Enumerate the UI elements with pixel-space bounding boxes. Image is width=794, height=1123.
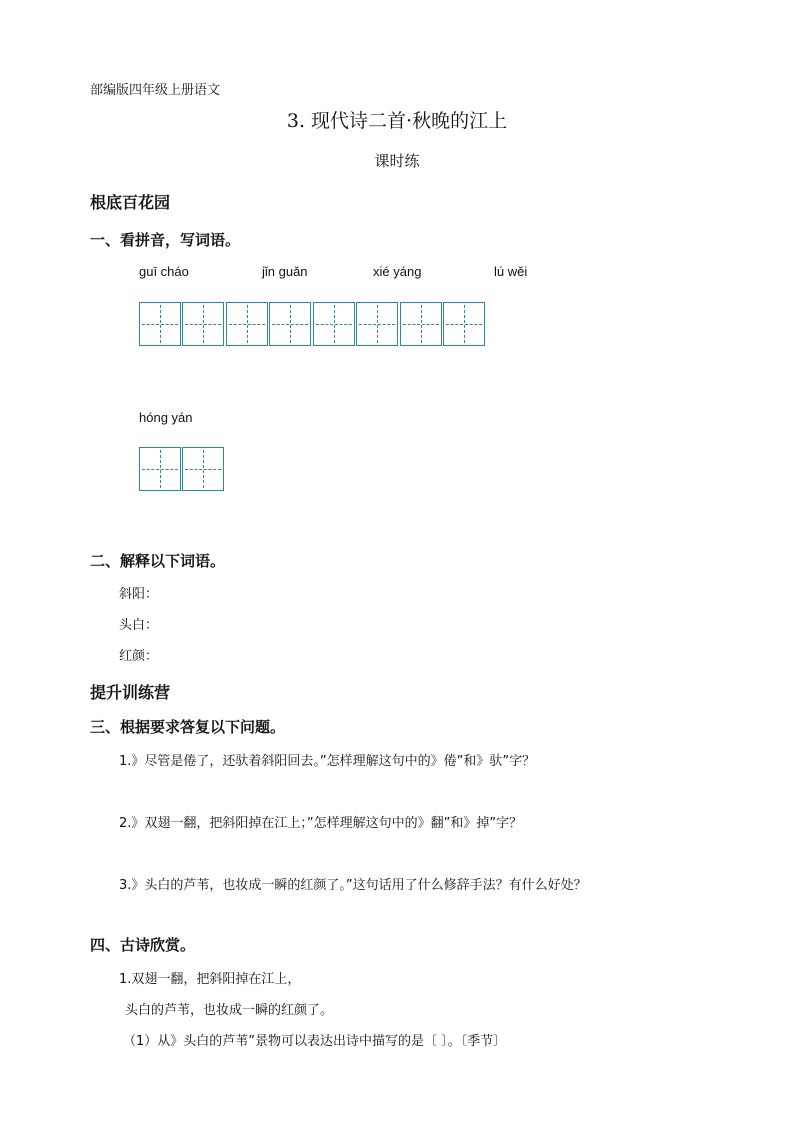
answer-box-3[interactable] bbox=[313, 302, 399, 346]
page-subtitle: 课时练 bbox=[374, 152, 420, 170]
answer-grid-row-2 bbox=[139, 447, 226, 491]
document-header: 部编版四年级上册语文 bbox=[90, 83, 221, 98]
section-heading-basics: 根底百花园 bbox=[90, 193, 171, 212]
char-cell[interactable] bbox=[182, 302, 224, 346]
char-cell[interactable] bbox=[182, 447, 224, 491]
char-cell[interactable] bbox=[139, 302, 181, 346]
char-cell[interactable] bbox=[226, 302, 268, 346]
poem-line-2: 头白的芦苇，也妆成一瞬的红颜了。 bbox=[125, 1003, 334, 1018]
question-4-sub-1: （1）从》头白的芦苇”景物可以表达出诗中描写的是〔 〕。〔季节〕 bbox=[123, 1034, 507, 1049]
char-cell[interactable] bbox=[269, 302, 311, 346]
char-cell[interactable] bbox=[313, 302, 355, 346]
question-3-item-2: 2.》双翅一翻，把斜阳掉在江上；”怎样理解这句中的》翻”和》掉”字？ bbox=[119, 816, 523, 831]
question-1-title: 一、看拼音，写词语。 bbox=[90, 231, 241, 249]
pinyin-2: jǐn guǎn bbox=[262, 264, 308, 279]
answer-box-2[interactable] bbox=[226, 302, 312, 346]
question-2-title: 二、解释以下词语。 bbox=[90, 552, 226, 570]
question-4-title: 四、古诗欣赏。 bbox=[90, 936, 196, 954]
pinyin-1: guī cháo bbox=[139, 264, 189, 279]
poem-line-1: 1.双翅一翻，把斜阳掉在江上， bbox=[119, 972, 301, 987]
answer-box-1[interactable] bbox=[139, 302, 225, 346]
page-title: 3. 现代诗二首·秋晚的江上 bbox=[286, 110, 508, 132]
char-cell[interactable] bbox=[356, 302, 398, 346]
term-hongyan: 红颜： bbox=[119, 649, 159, 664]
question-3-item-1: 1.》尽管是倦了，还驮着斜阳回去。”怎样理解这句中的》倦”和》驮”字？ bbox=[119, 754, 536, 769]
char-cell[interactable] bbox=[400, 302, 442, 346]
question-3-title: 三、根据要求答复以下问题。 bbox=[90, 718, 286, 736]
char-cell[interactable] bbox=[139, 447, 181, 491]
term-toubai: 头白： bbox=[119, 618, 159, 633]
pinyin-5: hóng yán bbox=[139, 410, 193, 425]
char-cell[interactable] bbox=[443, 302, 485, 346]
answer-box-4[interactable] bbox=[400, 302, 486, 346]
answer-grid-row-1 bbox=[139, 302, 487, 346]
pinyin-4: lú wěi bbox=[494, 264, 528, 279]
section-heading-advanced: 提升训练营 bbox=[90, 683, 171, 702]
answer-box-5[interactable] bbox=[139, 447, 225, 491]
term-xieyang: 斜阳： bbox=[119, 587, 159, 602]
pinyin-3: xié yáng bbox=[373, 264, 422, 279]
question-3-item-3: 3.》头白的芦苇，也妆成一瞬的红颜了。”这句话用了什么修辞手法？有什么好处？ bbox=[119, 878, 587, 893]
